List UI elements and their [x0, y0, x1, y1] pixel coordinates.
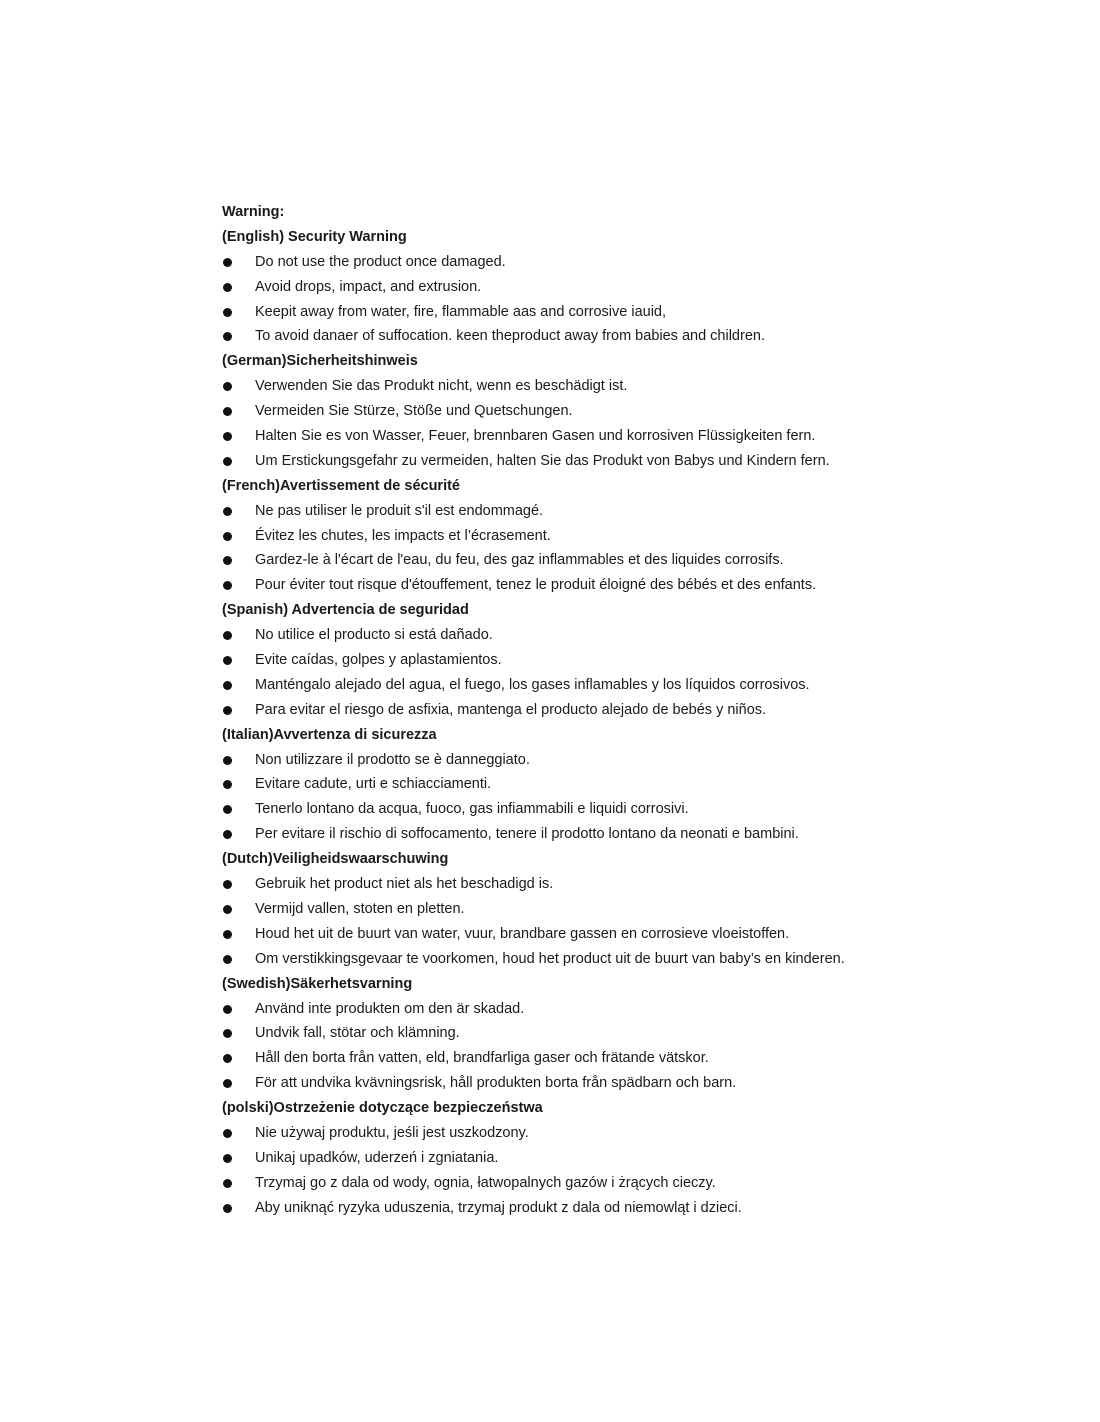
section-english	[222, 225, 1022, 349]
warning-list	[222, 250, 1022, 350]
list-item	[222, 1146, 1022, 1171]
bullet-icon	[223, 532, 232, 541]
item-text: Halten Sie es von Wasser, Feuer, brennbaren Gasen und korrosiven Flüssigkeiten fern.	[255, 428, 816, 445]
bullet-icon	[223, 407, 232, 416]
bullet-icon	[223, 382, 232, 391]
bullet-icon	[223, 283, 232, 292]
section-german	[222, 349, 1022, 473]
item-text: Använd inte produkten om den är skadad.	[255, 1000, 525, 1017]
item-text: Unikaj upadków, uderzeń i zgniatania.	[255, 1149, 499, 1166]
page-title: Warning:	[222, 204, 285, 220]
list-item	[222, 947, 1022, 972]
bullet-icon	[223, 1005, 232, 1014]
item-text: Do not use the product once damaged.	[255, 253, 506, 270]
item-text: Om verstikkingsgevaar te voorkomen, houd het product uit de buurt van baby’s en kinderen.	[255, 950, 845, 967]
section-swedish	[222, 972, 1022, 1096]
bullet-icon	[223, 880, 232, 889]
section-polish	[222, 1096, 1022, 1220]
list-item	[222, 897, 1022, 922]
section-heading: (French)Avertissement de sécurité	[222, 477, 460, 494]
bullet-icon	[223, 1204, 232, 1213]
list-item	[222, 1046, 1022, 1071]
bullet-icon	[223, 507, 232, 516]
list-item	[222, 797, 1022, 822]
list-item	[222, 1121, 1022, 1146]
list-item	[222, 548, 1022, 573]
bullet-icon	[223, 930, 232, 939]
section-heading: (Dutch)Veiligheidswaarschuwing	[222, 851, 449, 868]
item-text: Nie używaj produktu, jeśli jest uszkodzony.	[255, 1124, 529, 1141]
warning-list	[222, 1121, 1022, 1221]
list-item	[222, 822, 1022, 847]
list-item	[222, 573, 1022, 598]
list-item	[222, 872, 1022, 897]
warning-list	[222, 623, 1022, 723]
section-spanish	[222, 598, 1022, 722]
item-text: To avoid danaer of suffocation. keen theproduct away from babies and children.	[255, 328, 765, 345]
list-item	[222, 250, 1022, 275]
item-text: Aby uniknąć ryzyka uduszenia, trzymaj produkt z dala od niemowląt i dzieci.	[255, 1199, 742, 1216]
list-item	[222, 1196, 1022, 1221]
item-text: Non utilizzare il prodotto se è danneggiato.	[255, 751, 530, 768]
warning-list	[222, 748, 1022, 848]
item-text: Evite caídas, golpes y aplastamientos.	[255, 652, 502, 669]
list-item	[222, 324, 1022, 349]
bullet-icon	[223, 706, 232, 715]
bullet-icon	[223, 1054, 232, 1063]
section-dutch	[222, 847, 1022, 971]
list-item	[222, 698, 1022, 723]
section-heading: (Italian)Avvertenza di sicurezza	[222, 726, 437, 743]
warning-list	[222, 997, 1022, 1097]
bullet-icon	[223, 1129, 232, 1138]
list-item	[222, 997, 1022, 1022]
bullet-icon	[223, 457, 232, 466]
list-item	[222, 524, 1022, 549]
bullet-icon	[223, 830, 232, 839]
item-text: För att undvika kvävningsrisk, håll produkten borta från spädbarn och barn.	[255, 1075, 737, 1092]
list-item	[222, 648, 1022, 673]
list-item	[222, 1021, 1022, 1046]
bullet-icon	[223, 756, 232, 765]
item-text: Håll den borta från vatten, eld, brandfarliga gaser och frätande vätskor.	[255, 1050, 709, 1067]
item-text: Houd het uit de buurt van water, vuur, brandbare gassen en corrosieve vloeistoffen.	[255, 925, 790, 942]
item-text: Avoid drops, impact, and extrusion.	[255, 278, 482, 295]
bullet-icon	[223, 1179, 232, 1188]
section-heading: (English) Security Warning	[222, 228, 407, 245]
bullet-icon	[223, 905, 232, 914]
list-item	[222, 449, 1022, 474]
item-text: Vermeiden Sie Stürze, Stöße und Quetschungen.	[255, 403, 573, 420]
item-text: Undvik fall, stötar och klämning.	[255, 1025, 460, 1042]
item-text: Pour éviter tout risque d'étouffement, tenez le produit éloigné des bébés et des enfants.	[255, 577, 817, 594]
list-item	[222, 499, 1022, 524]
section-heading: (polski)Ostrzeżenie dotyczące bezpieczeństwa	[222, 1100, 543, 1117]
bullet-icon	[223, 581, 232, 590]
bullet-icon	[223, 258, 232, 267]
item-text: Trzymaj go z dala od wody, ognia, łatwopalnych gazów i żrących cieczy.	[255, 1174, 716, 1191]
item-text: Manténgalo alejado del agua, el fuego, los gases inflamables y los líquidos corrosivos.	[255, 676, 810, 693]
list-item	[222, 772, 1022, 797]
section-italian	[222, 723, 1022, 847]
item-text: Ne pas utiliser le produit s'il est endommagé.	[255, 502, 544, 519]
bullet-icon	[223, 681, 232, 690]
warning-document	[222, 200, 1022, 1221]
warning-list	[222, 872, 1022, 972]
item-text: Gebruik het product niet als het beschadigd is.	[255, 876, 554, 893]
list-item	[222, 922, 1022, 947]
item-text: Um Erstickungsgefahr zu vermeiden, halten Sie das Produkt von Babys und Kindern fern.	[255, 452, 830, 469]
bullet-icon	[223, 556, 232, 565]
list-item	[222, 673, 1022, 698]
bullet-icon	[223, 805, 232, 814]
bullet-icon	[223, 308, 232, 317]
section-heading: (Spanish) Advertencia de seguridad	[222, 602, 469, 619]
bullet-icon	[223, 656, 232, 665]
item-text: Verwenden Sie das Produkt nicht, wenn es beschädigt ist.	[255, 378, 628, 395]
item-text: No utilice el producto si está dañado.	[255, 627, 493, 644]
item-text: Per evitare il rischio di soffocamento, tenere il prodotto lontano da neonati e bambini.	[255, 826, 799, 843]
list-item	[222, 275, 1022, 300]
item-text: Vermijd vallen, stoten en pletten.	[255, 900, 465, 917]
bullet-icon	[223, 631, 232, 640]
section-heading: (German)Sicherheitshinweis	[222, 353, 418, 370]
bullet-icon	[223, 1154, 232, 1163]
list-item	[222, 748, 1022, 773]
warning-list	[222, 374, 1022, 474]
bullet-icon	[223, 332, 232, 341]
bullet-icon	[223, 955, 232, 964]
section-heading: (Swedish)Säkerhetsvarning	[222, 975, 413, 992]
list-item	[222, 300, 1022, 325]
section-french	[222, 474, 1022, 598]
item-text: Para evitar el riesgo de asfixia, mantenga el producto alejado de bebés y niños.	[255, 701, 767, 718]
warning-list	[222, 499, 1022, 599]
item-text: Évitez les chutes, les impacts et l’écrasement.	[255, 527, 551, 544]
list-item	[222, 1071, 1022, 1096]
item-text: Gardez-le à l'écart de l'eau, du feu, des gaz inflammables et des liquides corrosifs.	[255, 552, 784, 569]
list-item	[222, 374, 1022, 399]
bullet-icon	[223, 432, 232, 441]
item-text: Keepit away from water, fire, flammable aas and corrosive iauid,	[255, 303, 667, 320]
list-item	[222, 424, 1022, 449]
list-item	[222, 1171, 1022, 1196]
bullet-icon	[223, 1079, 232, 1088]
bullet-icon	[223, 780, 232, 789]
list-item	[222, 623, 1022, 648]
bullet-icon	[223, 1029, 232, 1038]
list-item	[222, 399, 1022, 424]
item-text: Evitare cadute, urti e schiacciamenti.	[255, 776, 492, 793]
item-text: Tenerlo lontano da acqua, fuoco, gas infiammabili e liquidi corrosivi.	[255, 801, 689, 818]
